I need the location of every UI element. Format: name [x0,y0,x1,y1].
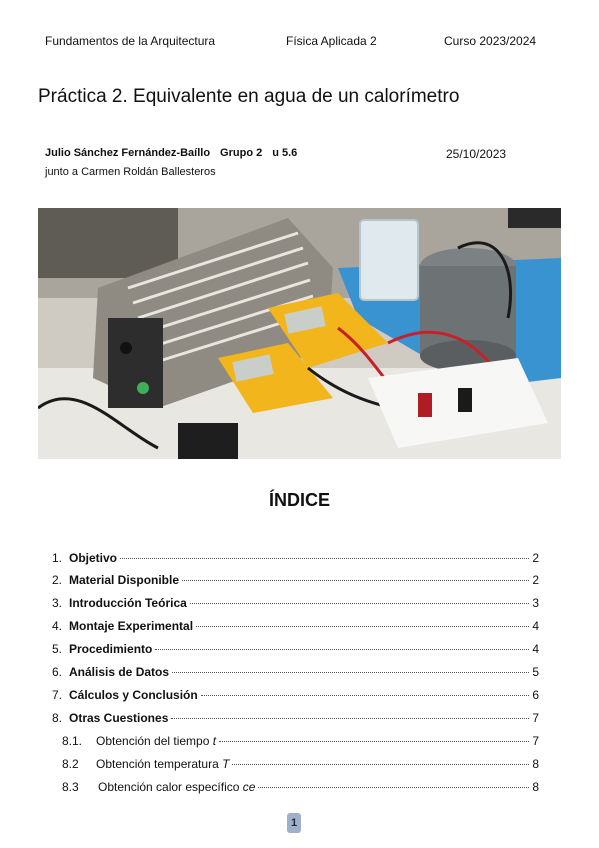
toc-subitem-page: 8 [532,780,539,794]
toc-item-page: 2 [532,573,539,587]
toc-item-label: Objetivo [69,551,118,565]
toc-subitem[interactable] [0,780,599,798]
toc-item-label: Introducción Teórica [69,596,187,610]
toc-leader [258,787,529,788]
toc-leader [219,741,529,742]
toc-item-page: 3 [532,596,539,610]
toc-item-page: 6 [532,688,539,702]
toc-item-label: Análisis de Datos [69,665,170,679]
header-subject: Física Aplicada 2 [286,34,377,48]
toc-leader [171,718,529,719]
toc-subitem-page: 8 [532,757,539,771]
toc-subitem-label: Obtención del tiempo t [96,734,217,748]
toc-subitem-variable: T [222,757,230,771]
toc-subitem-number: 8.2 [62,757,79,771]
toc-item-label: Cálculos y Conclusión [69,688,198,702]
toc-leader [190,603,530,604]
toc-leader [155,649,529,650]
toc-subitem-number: 8.3 [62,780,79,794]
toc-item[interactable] [0,665,599,683]
toc-item-label: Otras Cuestiones [69,711,169,725]
toc-item-label: Material Disponible [69,573,180,587]
lab-photo [38,208,561,459]
header-year: Curso 2023/2024 [444,34,537,48]
toc-item-label: Montaje Experimental [69,619,194,633]
toc-subitem-number: 8.1. [62,734,83,748]
toc-subitem-page: 7 [532,734,539,748]
lab-photo-illustration [38,208,561,459]
toc-item-number: 8. [51,711,62,725]
toc-item-number: 6. [51,665,62,679]
toc-item-number: 4. [51,619,62,633]
toc-subitem-label: Obtención temperatura T [96,757,230,771]
toc-subitem[interactable] [0,757,599,775]
toc-item-label: Procedimiento [69,642,153,656]
toc-subitem-label: Obtención calor específico ce [98,780,256,794]
author-line [45,147,297,159]
header-course: Fundamentos de la Arquitectura [45,34,216,48]
toc-item[interactable] [0,573,599,591]
toc-item-number: 7. [51,688,62,702]
toc-item-page: 4 [532,642,539,656]
toc-item[interactable] [0,619,599,637]
toc-item[interactable] [0,642,599,660]
toc-leader [232,764,529,765]
author-seat: u 5.6 [272,147,298,159]
toc-leader [201,695,530,696]
toc-item-page: 5 [532,665,539,679]
toc-leader [196,626,529,627]
index-title: ÍNDICE [268,490,330,510]
page-number-badge: 1 [287,813,301,833]
toc-item-number: 3. [51,596,62,610]
toc-item-page: 2 [532,551,539,565]
document-date: 25/10/2023 [446,147,507,161]
toc-item-number: 5. [51,642,62,656]
toc-item[interactable] [0,711,599,729]
author-name: Julio Sánchez Fernández-Baíllo [45,147,211,159]
toc-leader [120,558,529,559]
partner-line: junto a Carmen Roldán Ballesteros [45,166,216,178]
toc-item[interactable] [0,596,599,614]
page-header [0,34,599,50]
toc-subitem-variable: t [212,734,217,748]
toc-leader [182,580,529,581]
toc-item[interactable] [0,551,599,569]
toc-item-number: 1. [51,551,62,565]
toc-item-page: 7 [532,711,539,725]
author-group: Grupo 2 [220,147,263,159]
toc-subitem[interactable] [0,734,599,752]
document-title: Práctica 2. Equivalente en agua de un calorímetro [38,86,460,107]
toc-item[interactable] [0,688,599,706]
toc-item-number: 2. [51,573,62,587]
toc-subitem-variable: ce [242,780,256,794]
toc-item-page: 4 [532,619,539,633]
toc-leader [172,672,529,673]
